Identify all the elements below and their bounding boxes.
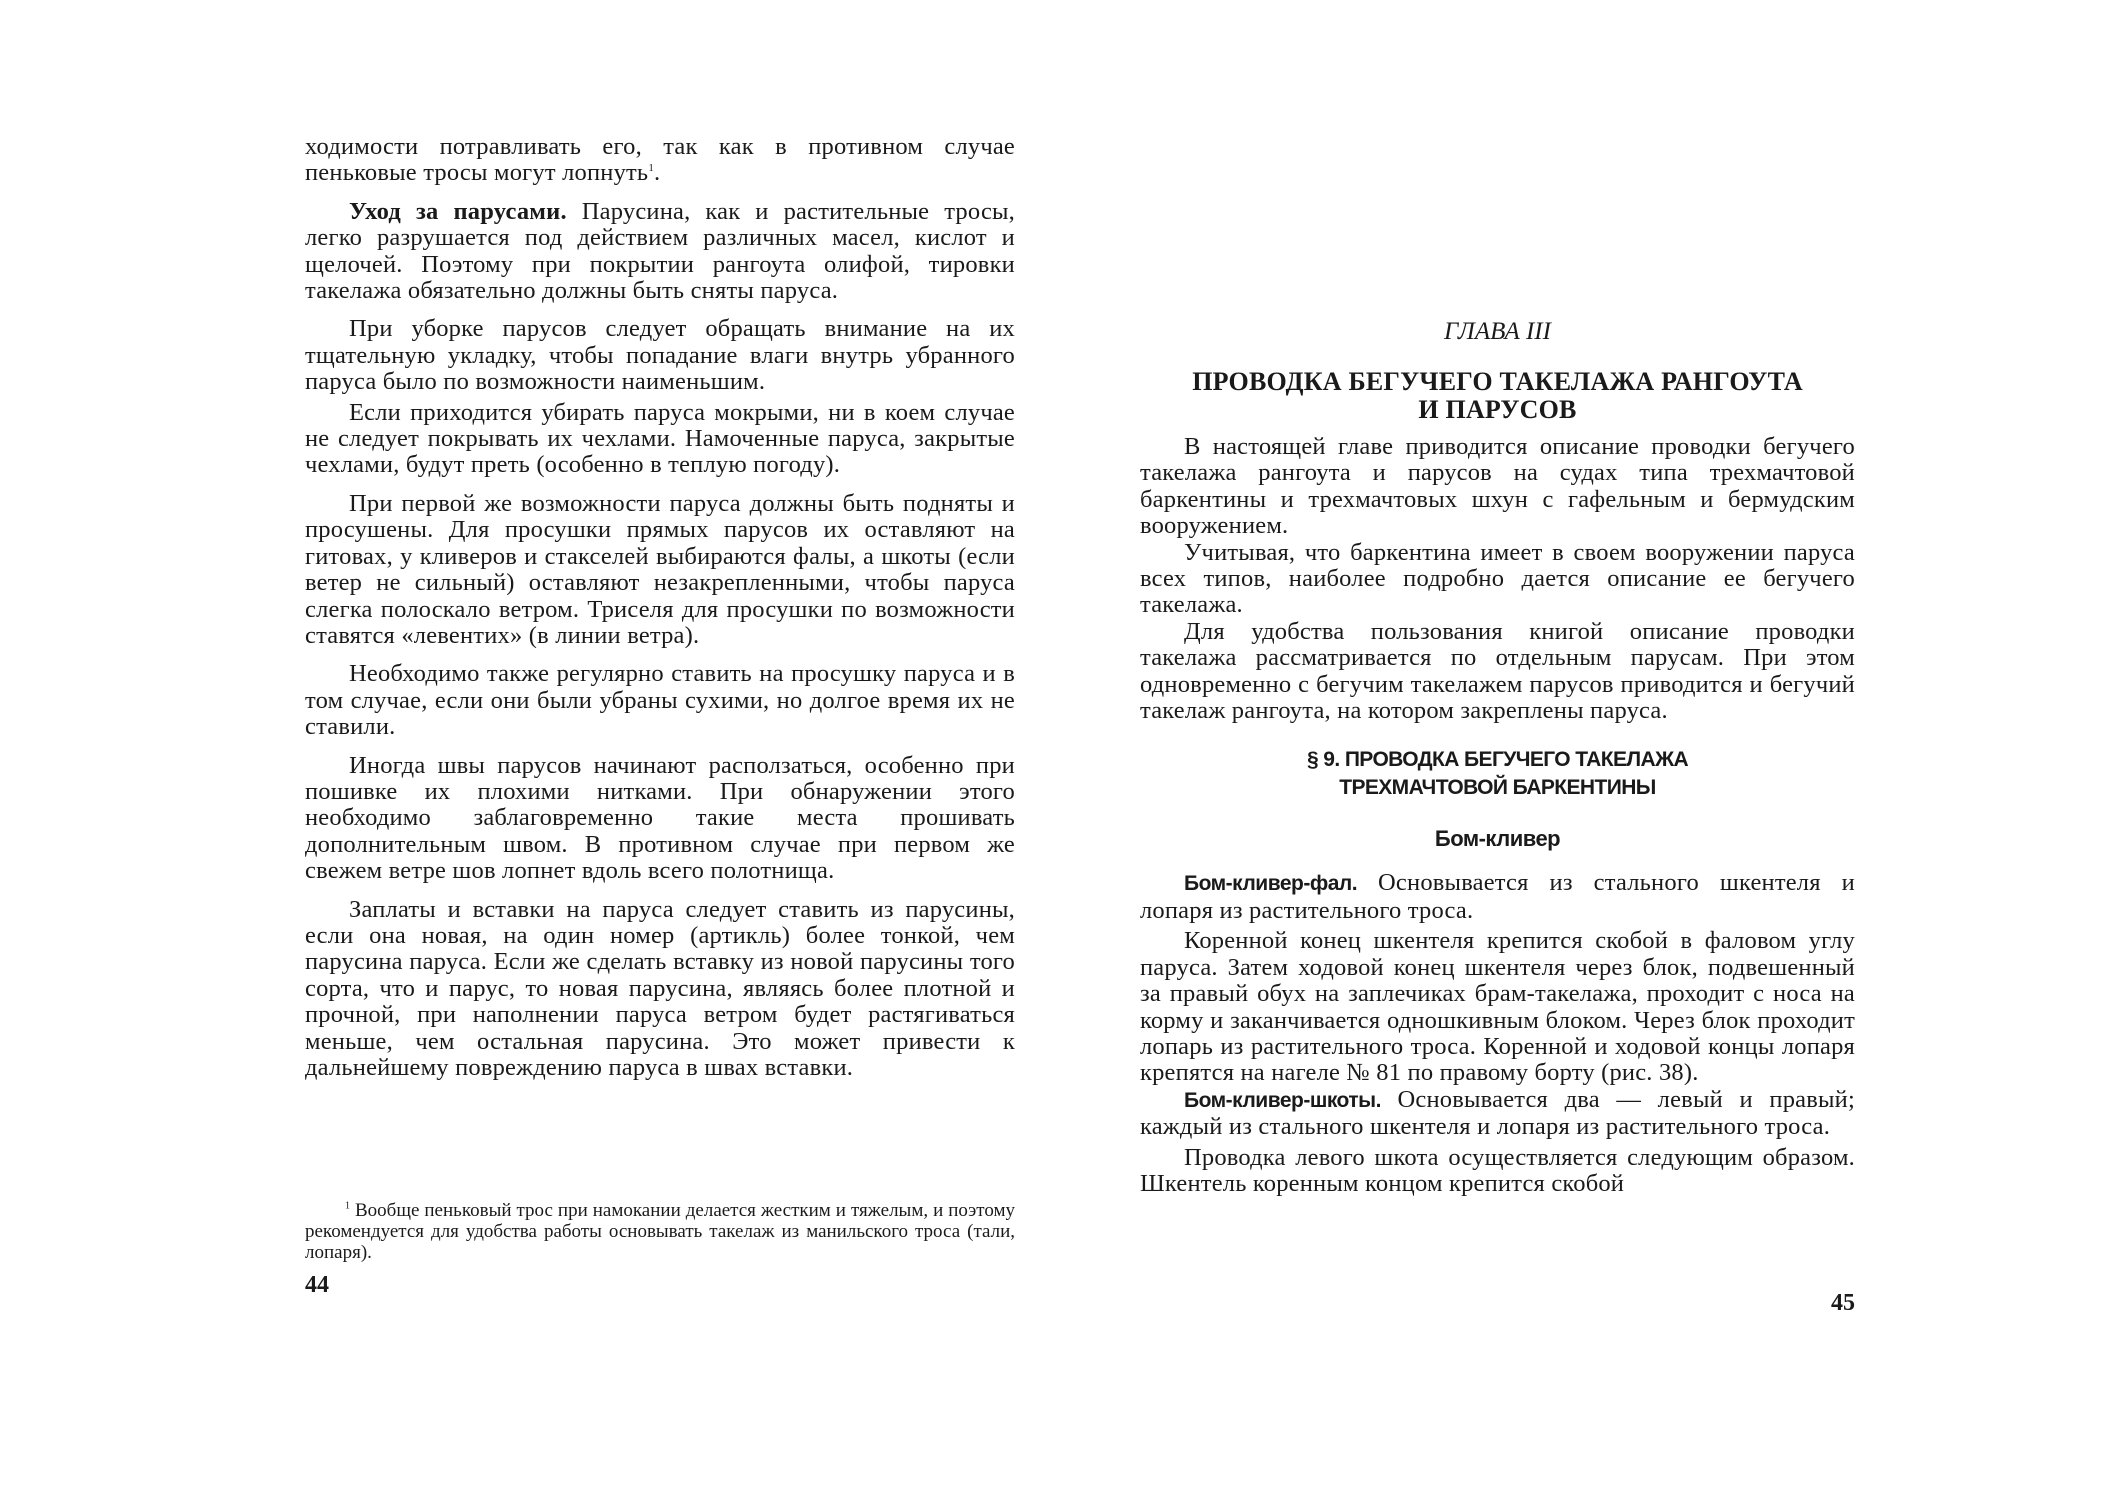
right-paragraph-5: Коренной конец шкентеля крепится скобой в фаловом углу паруса. Затем ходовой конец шкентеля через блок, подвешенный за правый обух на заплечиках брам-такелажа, проходит с носа на корму и заканчивается одношкивным блоком. Через блок проходит лопарь из растительного троса. Коренной и ходовой концы лопаря крепятся на нагеле № 81 по правому борту (рис. 38).: [1140, 927, 1855, 1087]
footnote-text: Вообще пеньковый трос при намокании делается жестким и тяжелым, и поэтому рекомендуется для удобства работы основывать такелаж из манильского троса (тали, лопаря).: [305, 1200, 1016, 1263]
left-paragraph-6: Необходимо также регулярно ставить на просушку паруса и в том случае, если они были убраны сухими, но долгое время их не ставили.: [305, 660, 1015, 741]
footnote: [305, 1200, 1015, 1263]
section-title-line-1: § 9. ПРОВОДКА БЕГУЧЕГО ТАКЕЛАЖА: [1306, 748, 1689, 772]
right-paragraph-1: В настоящей главе приводится описание проводки бегучего такелажа рангоута и парусов на судах типа трехмачтовой баркентины и трехмачтовых шхун с гафельным и бермудским вооружением.: [1140, 433, 1855, 540]
left-page-body: [305, 134, 1015, 1081]
chapter-title-line-1: ПРОВОДКА БЕГУЧЕГО ТАКЕЛАЖА РАНГОУТА: [1192, 367, 1803, 396]
right-paragraph-3: Для удобства пользования книгой описание проводки такелажа рассматривается по отдельным парусам. При этом одновременно с бегучим такелажем парусов приводится и бегучий такелаж рангоута, на котором закреплены паруса.: [1140, 617, 1855, 725]
left-paragraph-8: Заплаты и вставки на паруса следует ставить из парусины, если она новая, на один номер (артикль) более тонкой, чем парусина паруса. Если же сделать вставку из новой парусины того сорта, что и парус, то новая парусина, являясь более плотной и прочной, при наполнении паруса ветром будет растягиваться меньше, чем остальная парусина. Это может привести к дальнейшему повреждению паруса в швах вставки.: [305, 895, 1015, 1081]
right-paragraph-4: [1140, 870, 1855, 924]
left-paragraph-1-end: .: [654, 159, 661, 187]
left-paragraph-1: [305, 134, 1015, 187]
right-page: [1140, 0, 1855, 1489]
right-paragraph-4-text: Основывается из стального шкентеля и лопаря из растительного троса.: [1140, 869, 1855, 924]
run-in-heading-sheets: Бом-кливер-шкоты.: [1184, 1088, 1381, 1112]
right-paragraph-2: Учитывая, что баркентина имеет в своем вооружении паруса всех типов, наиболее подробно дается описание ее бегучего такелажа.: [1140, 538, 1855, 619]
left-paragraph-1-text: ходимости потравливать его, так как в противном случае пеньковые тросы могут лопнуть: [305, 133, 1015, 187]
right-paragraph-6-text: Основывается два — левый и правый; каждый из стального шкентеля и лопаря из растительного троса.: [1140, 1085, 1855, 1141]
right-paragraph-6: [1140, 1087, 1855, 1141]
run-in-heading-sail-care: Уход за парусами.: [349, 197, 567, 225]
left-paragraph-7: Иногда швы парусов начинают расползаться, особенно при пошивке их плохими нитками. При обнаружении этого необходимо заблаговременно такие места прошивать дополнительным швом. В противном случае при первом же свежем ветре шов лопнет вдоль всего полотнища.: [305, 751, 1015, 885]
page-number-left: 44: [305, 1272, 329, 1298]
right-page-body: [1140, 318, 1855, 1197]
page-number-right: 45: [1831, 1290, 1855, 1316]
left-paragraph-2-text: Парусина, как и растительные тросы, легко разрушается под действием различных масел, кислот и щелочей. Поэтому при покрытии рангоута олифой, тировки такелажа обязательно должны быть сняты паруса.: [305, 197, 1015, 305]
chapter-label: ГЛАВА III: [1444, 318, 1551, 345]
chapter-title: [1140, 368, 1855, 424]
left-paragraph-3: При уборке парусов следует обращать внимание на их тщательную укладку, чтобы попадание влаги внутрь убранного паруса было по возможности наименьшим.: [305, 315, 1015, 396]
subheading-bom-kliver: Бом-кливер: [1434, 826, 1561, 852]
left-paragraph-2: [305, 199, 1015, 305]
section-title: [1140, 746, 1855, 802]
section-title-line-2: ТРЕХМАЧТОВОЙ БАРКЕНТИНЫ: [1339, 776, 1656, 800]
footnote-mark: 1: [345, 1200, 350, 1212]
chapter-title-line-2: И ПАРУСОВ: [1418, 395, 1577, 424]
left-paragraph-4: Если приходится убирать паруса мокрыми, ни в коем случае не следует покрывать их чехлами. Намоченные паруса, закрытые чехлами, будут преть (особенно в теплую погоду).: [305, 398, 1015, 479]
left-page: [305, 0, 1015, 1489]
right-paragraph-7: Проводка левого шкота осуществляется следующим образом. Шкентель коренным концом крепится скобой: [1140, 1143, 1855, 1197]
left-paragraph-5: При первой же возможности паруса должны быть подняты и просушены. Для просушки прямых парусов их оставляют на гитовах, у кливеров и стакселей выбираются фалы, а шкоты (если ветер не сильный) оставляют незакрепленными, чтобы паруса слегка полоскало ветром. Триселя для просушки по возможности ставятся «левентих» (в линии ветра).: [305, 489, 1015, 649]
run-in-heading-halyard: Бом-кливер-фал.: [1184, 872, 1358, 896]
footnote-reference: 1: [648, 162, 655, 175]
